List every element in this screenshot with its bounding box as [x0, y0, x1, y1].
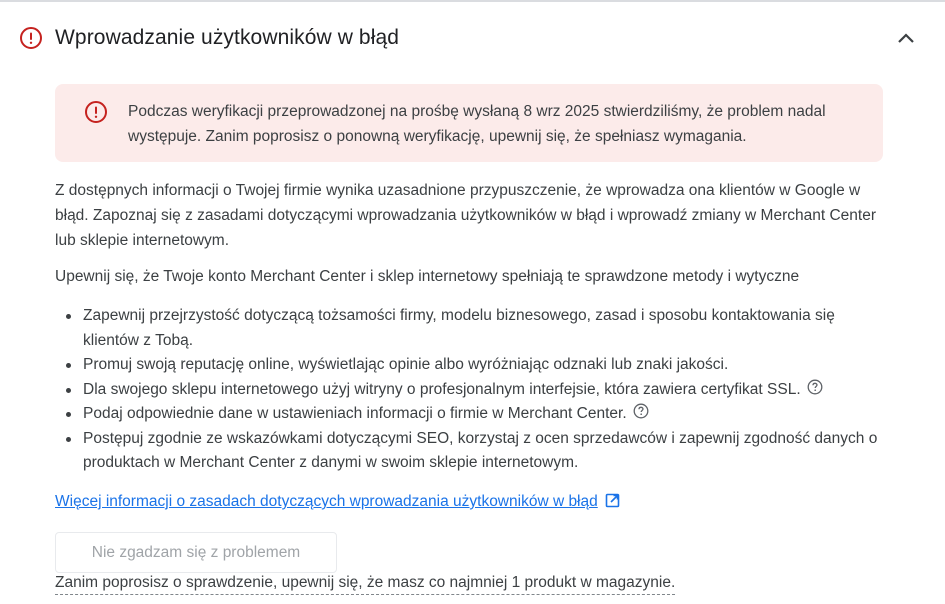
collapse-button[interactable] — [890, 22, 922, 54]
stock-requirement-note[interactable]: Zanim poprosisz o sprawdzenie, upewnij się, że masz co najmniej 1 produkt w magazynie. — [55, 572, 675, 595]
alert-message: Podczas weryfikacji przeprowadzonej na prośbę wysłaną 8 wrz 2025 stwierdziliśmy, że problem nadal występuje. Zanim poprosisz o ponowną weryfikację, upewnij się, że spełniasz wymagania. — [128, 103, 826, 145]
checklist-item: Dla swojego sklepu internetowego użyj witryny o profesjonalnym interfejsie, która zawiera certyfikat SSL. — [55, 378, 895, 403]
checklist-item: Promuj swoją reputację online, wyświetlając opinie albo wyróżniając odznaki lub znaki jakości. — [55, 353, 895, 378]
checklist-item: Zapewnij przejrzystość dotyczącą tożsamości firmy, modelu biznesowego, zasad i sposobu kontaktowania się klientów z Tobą. — [55, 304, 895, 353]
intro-paragraph: Z dostępnych informacji o Twojej firmie wynika uzasadnione przypuszczenie, że wprowadza ona klientów w Google w błąd. Zapoznaj się z zasadami dotyczącymi wprowadzania użytkowników w błąd i wprowadź zmiany w Merchant Center lub sklepie internetowym. — [55, 182, 876, 249]
error-icon — [19, 26, 43, 50]
learn-more-link[interactable]: Więcej informacji o zasadach dotyczących wprowadzania użytkowników w błąd — [55, 490, 620, 514]
alert-error-icon — [84, 100, 108, 124]
issue-header[interactable] — [0, 0, 945, 76]
checklist-heading: Upewnij się, że Twoje konto Merchant Center i sklep internetowy spełniają te sprawdzone metody i wytyczne — [55, 268, 800, 285]
checklist-item: Postępuj zgodnie ze wskazówkami dotyczącymi SEO, korzystaj z ocen sprzedawców i zapewnij zgodność danych o produktach w Merchant Center z danymi w swoim sklepie internetowym. — [55, 427, 895, 476]
checklist-item: Podaj odpowiednie dane w ustawieniach informacji o firmie w Merchant Center. — [55, 402, 895, 427]
chevron-up-icon — [890, 22, 922, 54]
help-icon[interactable] — [633, 403, 649, 419]
issue-title: Wprowadzanie użytkowników w błąd — [55, 26, 400, 49]
help-icon[interactable] — [807, 379, 823, 395]
open-in-new-icon — [605, 492, 620, 507]
dispute-issue-button[interactable]: Nie zgadzam się z problemem — [55, 532, 337, 573]
checklist — [55, 304, 895, 476]
